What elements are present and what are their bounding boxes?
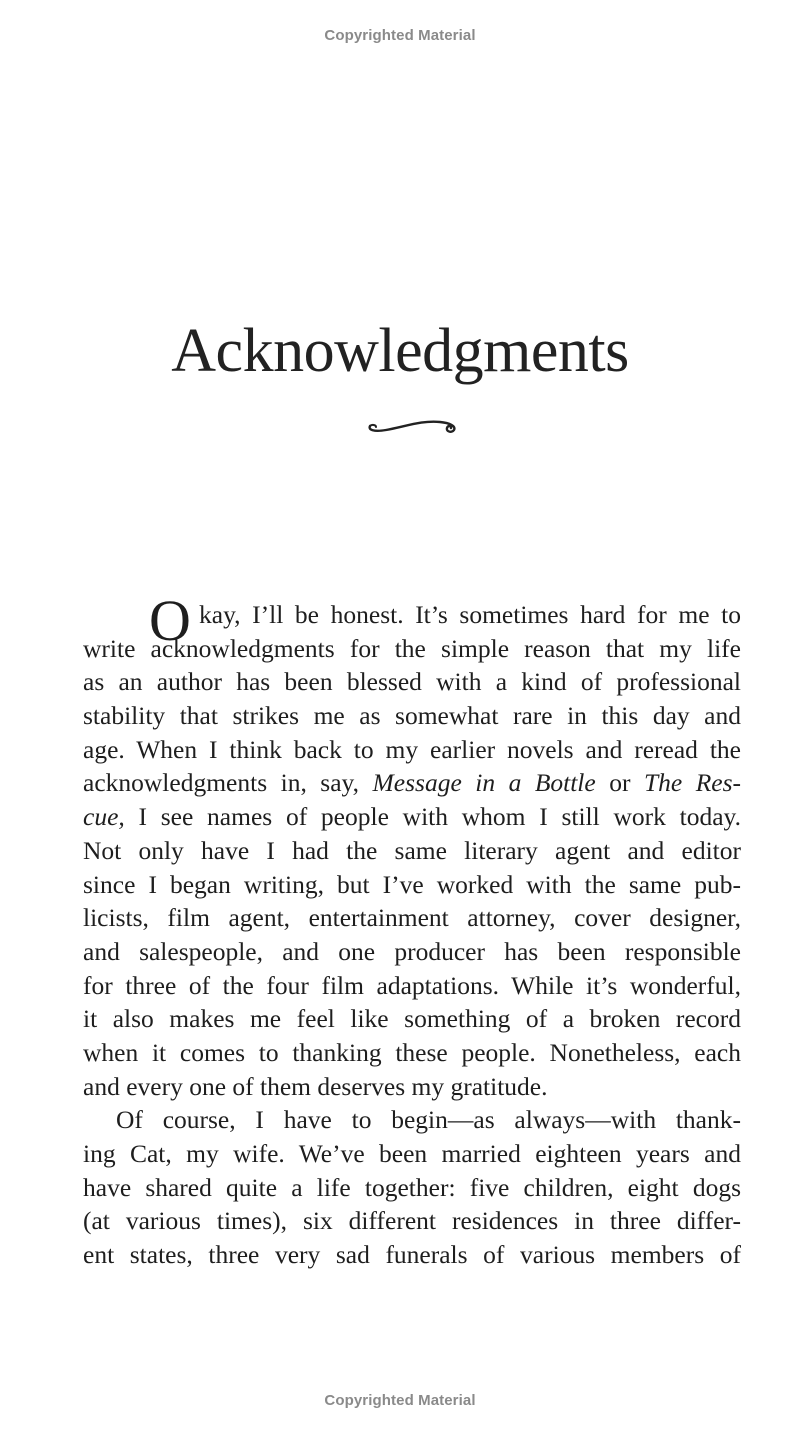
copyright-watermark-top: Copyrighted Material [324,27,476,44]
chapter-title: Acknowledgments [171,317,629,385]
paragraph-1-line: as an author has been blessed with a kind of professional [83,667,741,697]
swash-ornament-icon [364,414,460,440]
paragraph-1-line-1: O kay, I’ll be honest. It’s sometimes hard for me to [149,588,741,653]
paragraph-1-line: since I began writing, but I’ve worked with the same pub- [83,869,741,899]
copyright-watermark-bottom: Copyrighted Material [324,1392,476,1409]
paragraph-1-line: write acknowledgments for the simple reason that my life [83,633,741,663]
paragraph-2-line: Of course, I have to begin—as always—with thank- [116,1105,741,1135]
paragraph-1-line: acknowledgments in, say, Message in a Bottle or The Res- [83,768,742,798]
paragraph-1-line: licists, film agent, entertainment attorney, cover designer, [83,903,741,933]
paragraph-1-line: Not only have I had the same literary agent and editor [83,835,741,865]
paragraph-1-line: cue, I see names of people with whom I still work today. [83,802,741,832]
paragraph-2-line: ent states, three very sad funerals of various members of [83,1240,741,1270]
paragraph-1-line: it also makes me feel like something of a broken record [83,1004,741,1034]
paragraph-1-line: and salespeople, and one producer has been responsible [83,936,741,966]
paragraph-2-line: have shared quite a life together: five children, eight dogs [83,1172,741,1202]
paragraph-2-line: (at various times), six different residences in three differ- [83,1206,741,1236]
paragraph-1-line: age. When I think back to my earlier novels and reread the [83,734,741,764]
paragraph-2-line: ing Cat, my wife. We’ve been married eighteen years and [83,1139,741,1168]
drop-cap: O [149,588,191,653]
paragraph-1-line: for three of the four film adaptations. While it’s wonderful, [83,970,741,1000]
body-text [83,588,742,1272]
paragraph-1-line: stability that strikes me as somewhat rare in this day and [83,701,741,731]
book-title-italic: Message in a Bottle [372,768,596,798]
paragraph-1-line: when it comes to thanking these people. Nonetheless, each [83,1037,741,1067]
book-title-italic: cue, [83,802,125,832]
book-title-italic: The Res- [643,768,742,798]
paragraph-1-line: and every one of them deserves my gratitude. [83,1071,548,1101]
